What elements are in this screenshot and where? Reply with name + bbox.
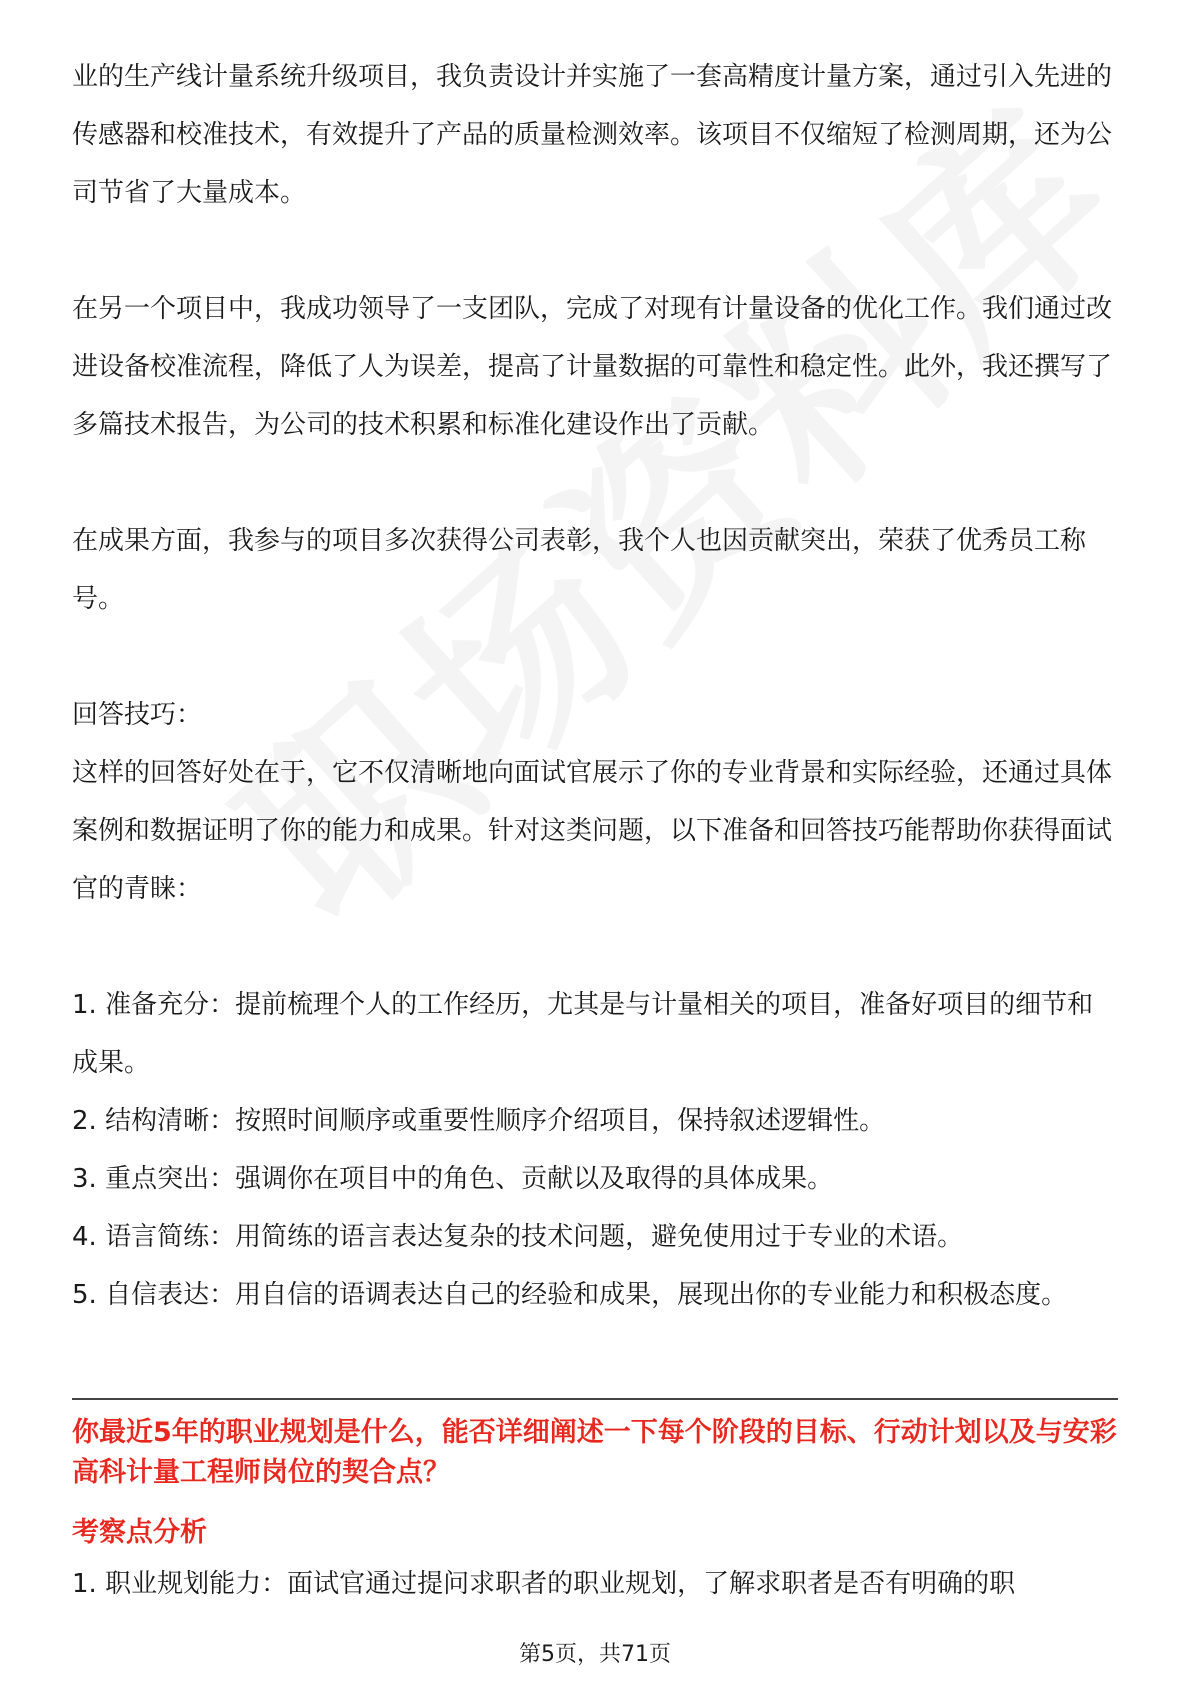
- paragraph-1: 业的生产线计量系统升级项目，我负责设计并实施了一套高精度计量方案，通过引入先进的传感器和校准技术，有效提升了产品的质量检测效率。该项目不仅缩短了检测周期，还为公司节省了大量成本。: [72, 62, 1113, 208]
- tip-item-4: 4. 语言简练：用简练的语言表达复杂的技术问题，避免使用过于专业的术语。: [72, 1222, 964, 1252]
- analysis-item-1: 1. 职业规划能力：面试官通过提问求职者的职业规划，了解求职者是否有明确的职: [72, 1569, 1016, 1599]
- tip-item-2: 2. 结构清晰：按照时间顺序或重要性顺序介绍项目，保持叙述逻辑性。: [72, 1106, 886, 1136]
- body-text: [72, 48, 1118, 1346]
- paragraph-2: 在另一个项目中，我成功领导了一支团队，完成了对现有计量设备的优化工作。我们通过改进设备校准流程，降低了人为误差，提高了计量数据的可靠性和稳定性。此外，我还撰写了多篇技术报告，为公司的技术积累和标准化建设作出了贡献。: [72, 294, 1113, 440]
- tip-item-5: 5. 自信表达：用自信的语调表达自己的经验和成果，展现出你的专业能力和积极态度。: [72, 1280, 1068, 1310]
- paragraph-3: 在成果方面，我参与的项目多次获得公司表彰，我个人也因贡献突出，荣获了优秀员工称号。: [72, 526, 1087, 614]
- analysis-heading: 考察点分析: [72, 1517, 207, 1548]
- tips-intro: 这样的回答好处在于，它不仅清晰地向面试官展示了你的专业背景和实际经验，还通过具体案例和数据证明了你的能力和成果。针对这类问题，以下准备和回答技巧能帮助你获得面试官的青睐：: [72, 758, 1113, 904]
- tip-item-3: 3. 重点突出：强调你在项目中的角色、贡献以及取得的具体成果。: [72, 1164, 834, 1194]
- tip-item-1: 1. 准备充分：提前梳理个人的工作经历，尤其是与计量相关的项目，准备好项目的细节和成果。: [72, 990, 1094, 1078]
- interview-question: 你最近5年的职业规划是什么，能否详细阐述一下每个阶段的目标、行动计划以及与安彩高科计量工程师岗位的契合点？: [72, 1417, 1117, 1488]
- page-number: 第5页，共71页: [519, 1642, 671, 1667]
- tips-title: 回答技巧：: [72, 700, 203, 730]
- section-divider: [72, 1398, 1118, 1400]
